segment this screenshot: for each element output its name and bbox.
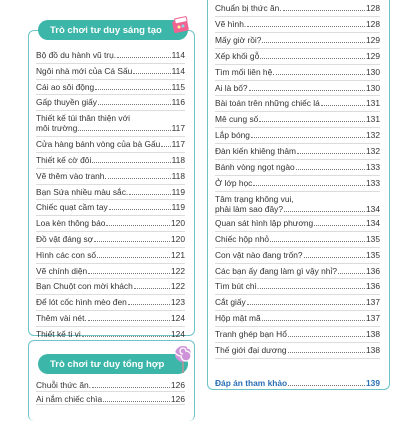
toc-entry-page: 139 xyxy=(366,378,380,388)
dot-leader xyxy=(249,90,365,91)
toc-entry-title-line1: Thiết kế túi thân thiện với xyxy=(36,113,130,124)
lollipop-icon xyxy=(172,344,194,374)
toc-divider xyxy=(36,152,185,153)
toc-entry[interactable] xyxy=(36,82,185,92)
dot-leader xyxy=(262,320,365,321)
dot-leader xyxy=(94,241,170,242)
toc-entry-page: 117 xyxy=(171,139,185,150)
section-title-text: Trò chơi tư duy tổng hợp xyxy=(50,358,165,370)
toc-entry-title: Ở lớp học xyxy=(215,177,253,188)
toc-divider xyxy=(215,231,380,232)
dot-leader xyxy=(283,10,365,11)
dot-leader xyxy=(108,178,171,179)
toc-entry-title: Đàn kiến khiêng thảm xyxy=(215,146,297,157)
toc-entry-title: Cửa hàng bánh vòng của bà Gấu xyxy=(36,139,161,150)
toc-entry[interactable] xyxy=(36,113,185,133)
toc-entry-page: 123 xyxy=(171,297,185,308)
toc-divider xyxy=(215,294,380,295)
dot-leader xyxy=(284,211,365,212)
toc-entry-line2 xyxy=(36,123,185,133)
toc-entry-page: 120 xyxy=(171,234,185,244)
toc-divider xyxy=(215,326,380,327)
dot-leader xyxy=(97,257,170,258)
toc-entry[interactable] xyxy=(36,266,185,276)
toc-entry[interactable] xyxy=(36,234,185,244)
toc-entry[interactable] xyxy=(36,297,185,307)
dot-leader xyxy=(88,273,170,274)
dot-leader xyxy=(134,288,170,289)
toc-entry-title: Vẽ thêm vào tranh. xyxy=(36,170,107,181)
toc-divider xyxy=(36,391,185,392)
toc-entry-page: 119 xyxy=(171,202,185,213)
toc-entry-title: Vẽ chính diện xyxy=(36,265,88,276)
dot-leader xyxy=(161,146,170,147)
toc-entry-title: Tìm mối liên hệ. xyxy=(215,66,275,77)
toc-entry-title: Ai là bố? xyxy=(215,82,248,93)
toc-entry-title: Chuẩn bị thức ăn. xyxy=(215,3,282,13)
toc-divider xyxy=(36,94,185,95)
dot-leader xyxy=(129,194,170,195)
toc-entry-page: 124 xyxy=(171,313,185,323)
dot-leader xyxy=(288,352,365,353)
toc-entry-title: Bộ đồ du hành vũ trụ. xyxy=(36,50,117,60)
toc-entry-title: Vẽ hình. xyxy=(215,18,247,29)
toc-entry-title: Đáp án tham khảo xyxy=(215,378,288,388)
toc-entry-title: Mê cung số xyxy=(215,114,259,125)
toc-entry-page: 137 xyxy=(366,313,380,324)
toc-entry-title: Chuỗi thức ăn. xyxy=(36,380,91,390)
toc-entry-title: Bạn Chuột con mời khách xyxy=(36,281,133,292)
toc-entry[interactable] xyxy=(36,187,185,197)
dot-leader xyxy=(314,225,365,226)
toc-divider xyxy=(215,215,380,216)
toc-entry-page: 119 xyxy=(171,186,185,197)
toc-entry-page: 132 xyxy=(366,130,380,141)
toc-entry[interactable] xyxy=(215,83,380,93)
toc-divider xyxy=(215,143,380,144)
toc-divider xyxy=(36,263,185,264)
toc-entry-page: 122 xyxy=(171,265,185,276)
toc-entry-title: Bạn Sứa nhiều màu sắc. xyxy=(36,186,129,197)
toc-entry[interactable] xyxy=(36,139,185,149)
toc-divider xyxy=(215,32,380,33)
toc-entry-title: Bánh vòng ngọt ngào xyxy=(215,162,295,172)
toc-divider xyxy=(36,231,185,232)
toc-divider xyxy=(215,191,380,192)
toc-entry-title: Chiếc quạt cầm tay xyxy=(36,202,108,213)
dot-leader xyxy=(98,104,171,105)
toc-entry[interactable] xyxy=(36,380,185,390)
toc-entry[interactable] xyxy=(215,281,380,291)
toc-entry-page: 136 xyxy=(366,265,380,276)
toc-entry[interactable] xyxy=(215,35,380,45)
toc-entry[interactable] xyxy=(36,66,185,76)
toc-entry[interactable] xyxy=(215,3,380,13)
dot-leader xyxy=(276,74,365,75)
toc-entry-title: Thế giới đại dương xyxy=(215,345,287,355)
paint-palette-icon xyxy=(170,14,192,36)
toc-entry-title: Thêm vài nét. xyxy=(36,313,87,323)
dot-leader xyxy=(92,387,170,388)
toc-entry-title-line1: Tâm trạng không vui, xyxy=(215,193,294,204)
toc-entry-page: 132 xyxy=(366,146,380,157)
toc-entry-page: 114 xyxy=(171,65,185,76)
toc-entry-title: Chiếc hộp nhỏ xyxy=(215,233,270,244)
toc-entry[interactable] xyxy=(215,19,380,29)
dot-leader xyxy=(247,26,365,27)
toc-entry-page: 136 xyxy=(366,281,380,292)
toc-entry-page: 121 xyxy=(171,249,185,260)
toc-entry-title: Hộp mật mã xyxy=(215,313,261,324)
dot-leader xyxy=(88,320,170,321)
toc-entry-page: 117 xyxy=(171,123,185,134)
dot-leader xyxy=(259,121,365,122)
toc-entry-title: Các bạn ấy đang làm gì vậy nhỉ? xyxy=(215,265,337,276)
dot-leader xyxy=(78,130,170,131)
dot-leader xyxy=(296,169,365,170)
toc-left-column xyxy=(28,0,195,404)
toc-entry-title: môi trường xyxy=(36,123,78,134)
dot-leader xyxy=(117,57,171,58)
toc-entry-page: 122 xyxy=(171,281,185,292)
toc-entry-page: 129 xyxy=(366,34,380,45)
toc-entry-page: 131 xyxy=(366,114,380,125)
toc-divider xyxy=(36,310,185,311)
toc-entry-page: 134 xyxy=(366,217,380,228)
toc-entry[interactable] xyxy=(36,50,185,60)
toc-divider xyxy=(36,110,185,111)
toc-divider xyxy=(215,80,380,81)
section-title-creative xyxy=(38,20,188,40)
toc-entry[interactable] xyxy=(215,266,380,276)
toc-entry[interactable] xyxy=(215,146,380,156)
toc-entry[interactable] xyxy=(36,155,185,165)
toc-entry[interactable] xyxy=(36,218,185,228)
toc-entry-title: Mấy giờ rồi? xyxy=(215,34,262,45)
toc-divider xyxy=(36,136,185,137)
toc-entry[interactable] xyxy=(215,297,380,307)
toc-entry-page: 116 xyxy=(171,97,185,108)
toc-entry-page: 118 xyxy=(171,155,185,165)
toc-divider xyxy=(215,310,380,311)
dot-leader xyxy=(251,137,365,138)
toc-entry-page: 126 xyxy=(171,380,185,390)
toc-entry-page: 126 xyxy=(171,393,185,404)
toc-entry-answers[interactable] xyxy=(215,378,380,388)
toc-entry[interactable] xyxy=(36,313,185,323)
toc-entry[interactable] xyxy=(215,178,380,188)
dot-leader xyxy=(247,304,365,305)
toc-entry-title: Để lót cốc hình mèo đen xyxy=(36,297,127,308)
toc-entry-title: Xếp khối gỗ xyxy=(215,50,260,61)
toc-entry-title: Đồ vật đáng sợ xyxy=(36,234,94,244)
dot-leader xyxy=(288,385,365,386)
toc-entry-page: 133 xyxy=(366,177,380,188)
toc-divider xyxy=(215,64,380,65)
toc-entry[interactable] xyxy=(215,67,380,77)
toc-entry[interactable] xyxy=(36,394,185,404)
toc-entry[interactable] xyxy=(215,345,380,355)
dot-leader xyxy=(260,288,365,289)
toc-entry[interactable] xyxy=(215,234,380,244)
toc-divider xyxy=(36,215,185,216)
toc-divider xyxy=(215,111,380,112)
toc-divider xyxy=(215,127,380,128)
dot-leader xyxy=(288,336,365,337)
toc-divider xyxy=(36,278,185,279)
toc-divider xyxy=(215,175,380,176)
toc-entry[interactable] xyxy=(215,313,380,323)
toc-entry-title: Ngôi nhà mới của Cá Sấu xyxy=(36,65,133,76)
toc-entry-page: 120 xyxy=(171,218,185,229)
dot-leader xyxy=(321,105,365,106)
toc-entry-title: Loa kèn thông báo xyxy=(36,218,106,229)
dot-leader xyxy=(92,162,170,163)
toc-entry-page: 135 xyxy=(366,233,380,244)
dot-leader xyxy=(82,336,170,337)
toc-divider xyxy=(215,278,380,279)
dot-leader xyxy=(133,73,170,74)
toc-entry-page: 128 xyxy=(366,3,380,13)
toc-entry-title: Gấp thuyền giấy xyxy=(36,97,97,108)
dot-leader xyxy=(262,42,365,43)
toc-entry-title: Thiết kế cờ đôi xyxy=(36,155,92,165)
dot-leader xyxy=(260,58,365,59)
toc-divider xyxy=(215,95,380,96)
toc-entry[interactable] xyxy=(215,218,380,228)
toc-divider xyxy=(215,16,380,17)
dot-leader xyxy=(103,401,170,402)
toc-entry-page: 135 xyxy=(366,249,380,260)
toc-divider xyxy=(215,342,380,343)
toc-entry-title: Cắt giấy xyxy=(215,297,246,308)
toc-entry[interactable] xyxy=(215,162,380,172)
toc-entry-title: Bài toán trên những chiếc lá xyxy=(215,98,320,109)
toc-entry[interactable] xyxy=(36,281,185,291)
dot-leader xyxy=(106,225,170,226)
toc-entry-page: 137 xyxy=(366,297,380,308)
toc-entry-title: Quan sát hình lập phương xyxy=(215,217,314,228)
toc-divider xyxy=(215,247,380,248)
toc-entry-page: 128 xyxy=(366,18,380,29)
toc-entry-page: 138 xyxy=(366,329,380,340)
toc-entry-page: 138 xyxy=(366,345,380,355)
toc-entry[interactable] xyxy=(36,329,185,339)
toc-entry[interactable] xyxy=(215,130,380,140)
toc-divider xyxy=(36,168,185,169)
section-title-text: Trò chơi tư duy sáng tạo xyxy=(50,24,162,36)
toc-entry-page: 114 xyxy=(171,50,185,60)
dot-leader xyxy=(109,209,171,210)
dot-leader xyxy=(338,273,365,274)
toc-divider xyxy=(36,326,185,327)
toc-divider xyxy=(215,358,380,359)
toc-entry-page: 129 xyxy=(366,50,380,61)
dot-leader xyxy=(270,241,365,242)
toc-entry[interactable] xyxy=(215,51,380,61)
toc-entry-title: Tìm bút chì. xyxy=(215,281,260,292)
toc-entry-title: phải làm sao đây? xyxy=(215,203,283,214)
toc-divider xyxy=(36,63,185,64)
toc-entry[interactable] xyxy=(215,98,380,108)
toc-entry-title: Ai nắm chiếc chìa xyxy=(36,393,103,404)
toc-entry-line2 xyxy=(215,204,380,214)
dot-leader xyxy=(304,257,365,258)
toc-divider xyxy=(36,79,185,80)
toc-entry-title: Con vật nào đang trốn? xyxy=(215,249,303,260)
toc-entry[interactable] xyxy=(36,202,185,212)
section-title-synthesis xyxy=(38,354,188,374)
toc-entry[interactable] xyxy=(215,329,380,339)
toc-divider xyxy=(215,159,380,160)
toc-entry[interactable] xyxy=(215,194,380,214)
toc-divider xyxy=(36,199,185,200)
toc-entry[interactable] xyxy=(36,97,185,107)
toc-divider xyxy=(36,184,185,185)
toc-entry-page: 118 xyxy=(171,170,185,181)
toc-entry[interactable] xyxy=(215,250,380,260)
dot-leader xyxy=(95,89,170,90)
toc-entry-title: Tranh ghép bạn Hổ xyxy=(215,329,287,340)
toc-divider xyxy=(36,294,185,295)
toc-entry[interactable] xyxy=(36,171,185,181)
toc-entry-title: Thiết kế ti vi xyxy=(36,328,81,339)
dot-leader xyxy=(128,304,170,305)
toc-entry-page: 134 xyxy=(366,203,380,214)
dot-leader xyxy=(253,185,365,186)
toc-entry-page: 130 xyxy=(366,66,380,77)
toc-entry-title: Cái ao sôi động xyxy=(36,81,95,92)
toc-entry-page: 124 xyxy=(171,328,185,339)
toc-entry[interactable] xyxy=(36,250,185,260)
toc-divider xyxy=(36,247,185,248)
toc-entry-page: 130 xyxy=(366,82,380,93)
toc-entry[interactable] xyxy=(215,114,380,124)
toc-right-column xyxy=(207,0,390,400)
toc-entry-page: 133 xyxy=(366,162,380,172)
toc-divider xyxy=(36,404,185,405)
toc-divider xyxy=(215,48,380,49)
toc-entry-page: 115 xyxy=(171,81,185,92)
toc-entry-title: Lắp bóng xyxy=(215,130,250,141)
toc-entry-title: Hình các con số xyxy=(36,249,97,260)
toc-entry-page: 131 xyxy=(366,98,380,109)
toc-divider xyxy=(215,263,380,264)
dot-leader xyxy=(297,153,365,154)
